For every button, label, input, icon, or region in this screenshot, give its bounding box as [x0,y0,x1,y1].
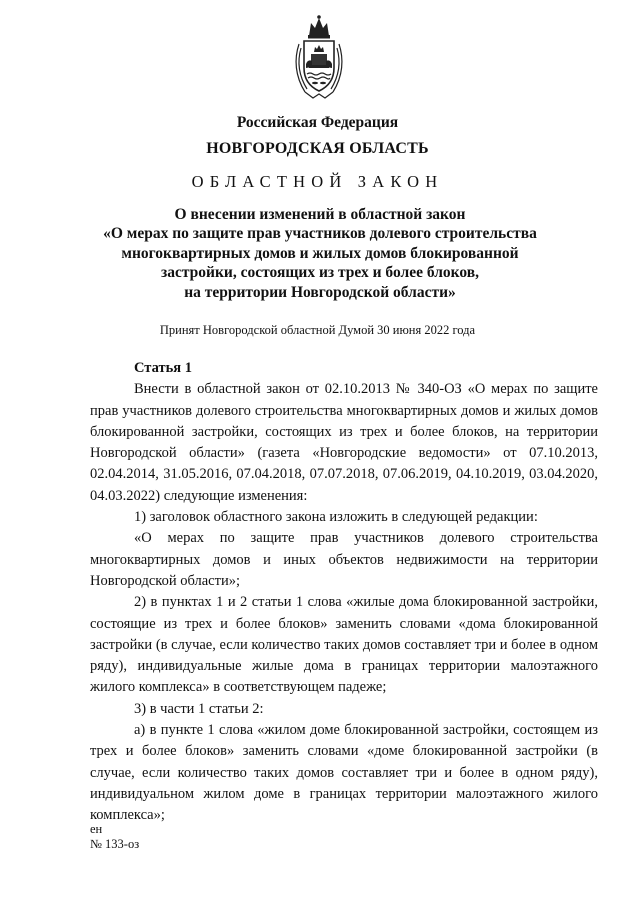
article-body [90,358,598,827]
law-title-line: «О мерах по защите прав участников долевого строительства [103,225,537,243]
country-name: Российская Федерация [236,114,399,131]
region-name: НОВГОРОДСКАЯ ОБЛАСТЬ [206,140,429,157]
footer-initials: ен [90,822,103,836]
article-paragraph: 2) в пунктах 1 и 2 статьи 1 слова «жилые дома блокированной застройки, состоящие из трех и более блоков» заменить словами «дома блокированной застройки (в случае, если количество таких домов составляет три и более в одном ряду), индивидуальные жилые дома в границах территории малоэтажного жилого комплекса» в соответствующем падеже; [90,594,598,696]
adoption-note: Принят Новгородской областной Думой 30 июня 2022 года [159,323,476,337]
law-number: № 133-оз [90,837,140,851]
law-title-line: многоквартирных домов и жилых домов блокированной [121,244,519,262]
law-title-line: на территории Новгородской области» [184,283,456,301]
crown-icon [308,15,330,38]
law-title-line: О внесении изменений в областной закон [174,206,466,223]
document-footer [90,822,139,852]
article-paragraph: а) в пункте 1 слова «жилом доме блокированной застройки, состоящем из трех и более блоков» заменить словами «доме блокированной застройки (в случае, если количество таких домов составляет три и более в одном ряду), индивидуальном жилом доме в границах территории малоэтажного жилого комплекса»; [90,722,598,824]
shield-icon [304,41,334,91]
article-paragraph: «О мерах по защите прав участников долевого строительства многоквартирных домов и иных объектов недвижимости на территории Новгородской области»; [90,530,598,589]
article-paragraph: 3) в части 1 статьи 2: [134,700,264,717]
coat-of-arms-emblem [291,14,347,102]
law-title [60,205,580,302]
article-paragraph: 1) заголовок областного закона изложить в следующей редакции: [134,509,538,526]
law-title-line: застройки, состоящих из трех и более блоков, [161,264,479,282]
article-heading: Статья 1 [134,360,192,376]
law-type: ОБЛАСТНОЙ ЗАКОН [191,172,444,191]
article-paragraph: Внести в областной закон от 02.10.2013 № 340-ОЗ «О мерах по защите прав участников долевого строительства многоквартирных домов и жилых домов блокированной застройки, состоящих из трех и более блоков, на территории Новгородской области» (газета «Новгородские ведомости» от 07.10.2013, 02.04.2014, 31.05.2016, 07.04.2018, 07.07.2018, 07.06.2019, 04.10.2019, 03.04.2020, 04.03.2022) следующие изменения: [90,381,598,504]
